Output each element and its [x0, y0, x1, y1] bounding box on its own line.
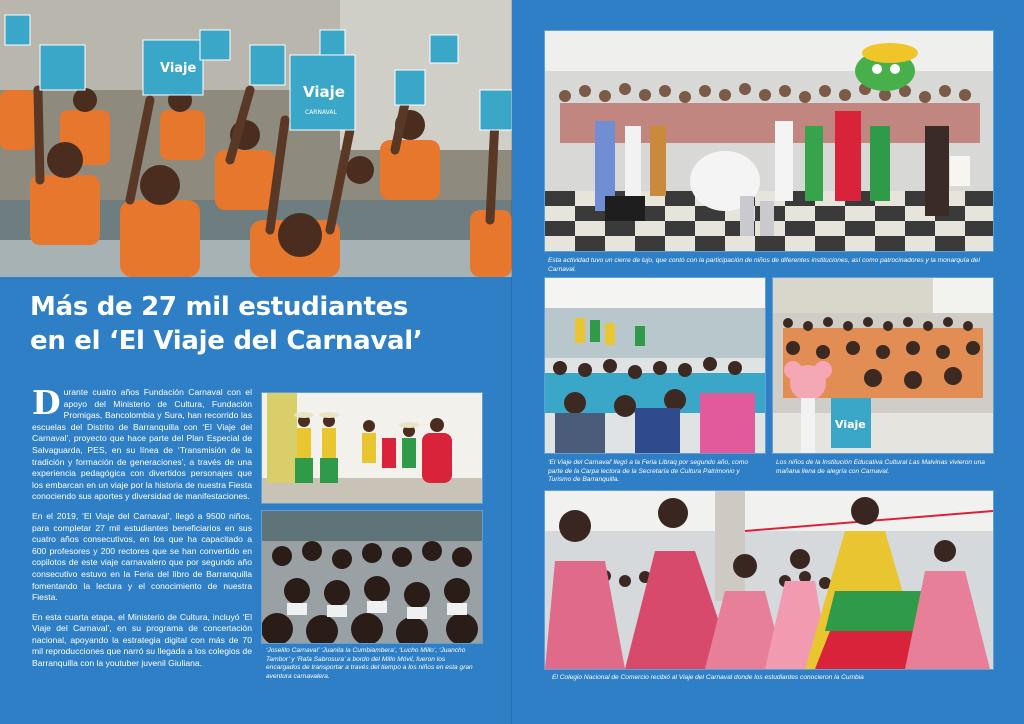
headline-line-2: en el ‘El Viaje del Carnaval’ [30, 326, 423, 356]
photo-cumbia-dancers [544, 490, 994, 670]
paragraph-1-text: urante cuatro años Fundación Carnaval con el apoyo del Ministerio de Cultura, Fundación Promigas, Bancolombia y Sura, han recorrido las escuelas del Distrito de Barranquilla con ‘El Viaje del Carnaval’, proyecto que hace parte del Plan Especial de Salvaguarda, PES, en su línea de ‘Transmisión de la tradición y formación de generaciones’, a través de una experiencia pedagógica con divertidos personajes que los embarcan en un viaje por la historia de nuestra Fiesta conociendo sus aportes y diversidad de manifestaciones. [32, 387, 252, 502]
caption-feria-libraq: ‘El Viaje del Carnaval’ llegó a la Feria Libraq por segundo año, como parte de la Carpa lectora de la Secretaría de Cultura Patrimonio y Turismo de Barranquilla. [548, 459, 749, 483]
booklet-series: CARNAVAL [305, 109, 337, 116]
headline-line-1: Más de 27 mil estudiantes [30, 292, 409, 322]
photo-closing-event [544, 30, 994, 252]
photo-feria-libraq [544, 277, 766, 454]
drop-cap: D [32, 383, 61, 422]
photo-carnival-characters [261, 392, 483, 504]
paragraph-3: En esta cuarta etapa, el Ministerio de Cultura, incluyó ‘El Viaje del Carnaval’, en su programa de concertación nacional, apoyando la estrategia digital con más de 70 mil reproducciones que narró su llegada a los colegios de Barranquilla con la youtuber juvenil Giuliana. [32, 611, 252, 669]
caption-las-malvinas: Los niños de la Institución Educativa Cultural Las Malvinas vivieron una mañana llena de alegría con Carnaval. [776, 459, 985, 475]
booklet-title-malvinas: Viaje [835, 418, 866, 431]
booklet-title: Viaje [160, 61, 197, 76]
article-headline [30, 290, 490, 358]
paragraph-2: En el 2019, ‘El Viaje del Carnaval’, llegó a 9500 niños, para completar 27 mil estudiantes beneficiarios en sus cuatro años consecutivos, en los que ha capacitado a 600 profesores y 200 rectores que se han convertido en copilotos de este viaje carnavalero que por segundo año consecutivo estuvo en la Feria del libro de Barranquilla fomentando la lectura y el conocimiento de nuestra Fiesta. [32, 510, 252, 603]
caption-characters: ‘Joselito Carnaval’ ‘Juanita la Cumbiambera’, ‘Lucho Millo’, ‘Juancho Tambor’ y ‘Rafa Sabrosura’ a bordo del Millo Móvil, fueron los encargados de transportar a través del tiempo a los niños en esta gran aventura carnavalera. [266, 647, 473, 680]
article-body [32, 383, 252, 678]
caption-closing-event: Esta actividad tuvo un cierre de lujo, que contó con la participación de niños de diferentes instituciones, así como patrocinadores y la monarquía del Carnaval. [548, 257, 980, 273]
photo-las-malvinas [772, 277, 994, 454]
right-page [512, 0, 1024, 724]
paragraph-1 [32, 383, 252, 503]
photo-student-audience [261, 510, 483, 644]
hero-photo-students-holding-booklets [0, 0, 512, 277]
booklet-title-large: Viaje [303, 83, 345, 101]
caption-cumbia: El Colegio Nacional de Comercio recibió al Viaje del Carnaval donde los estudiantes conocieron la Cumbia [552, 674, 864, 681]
